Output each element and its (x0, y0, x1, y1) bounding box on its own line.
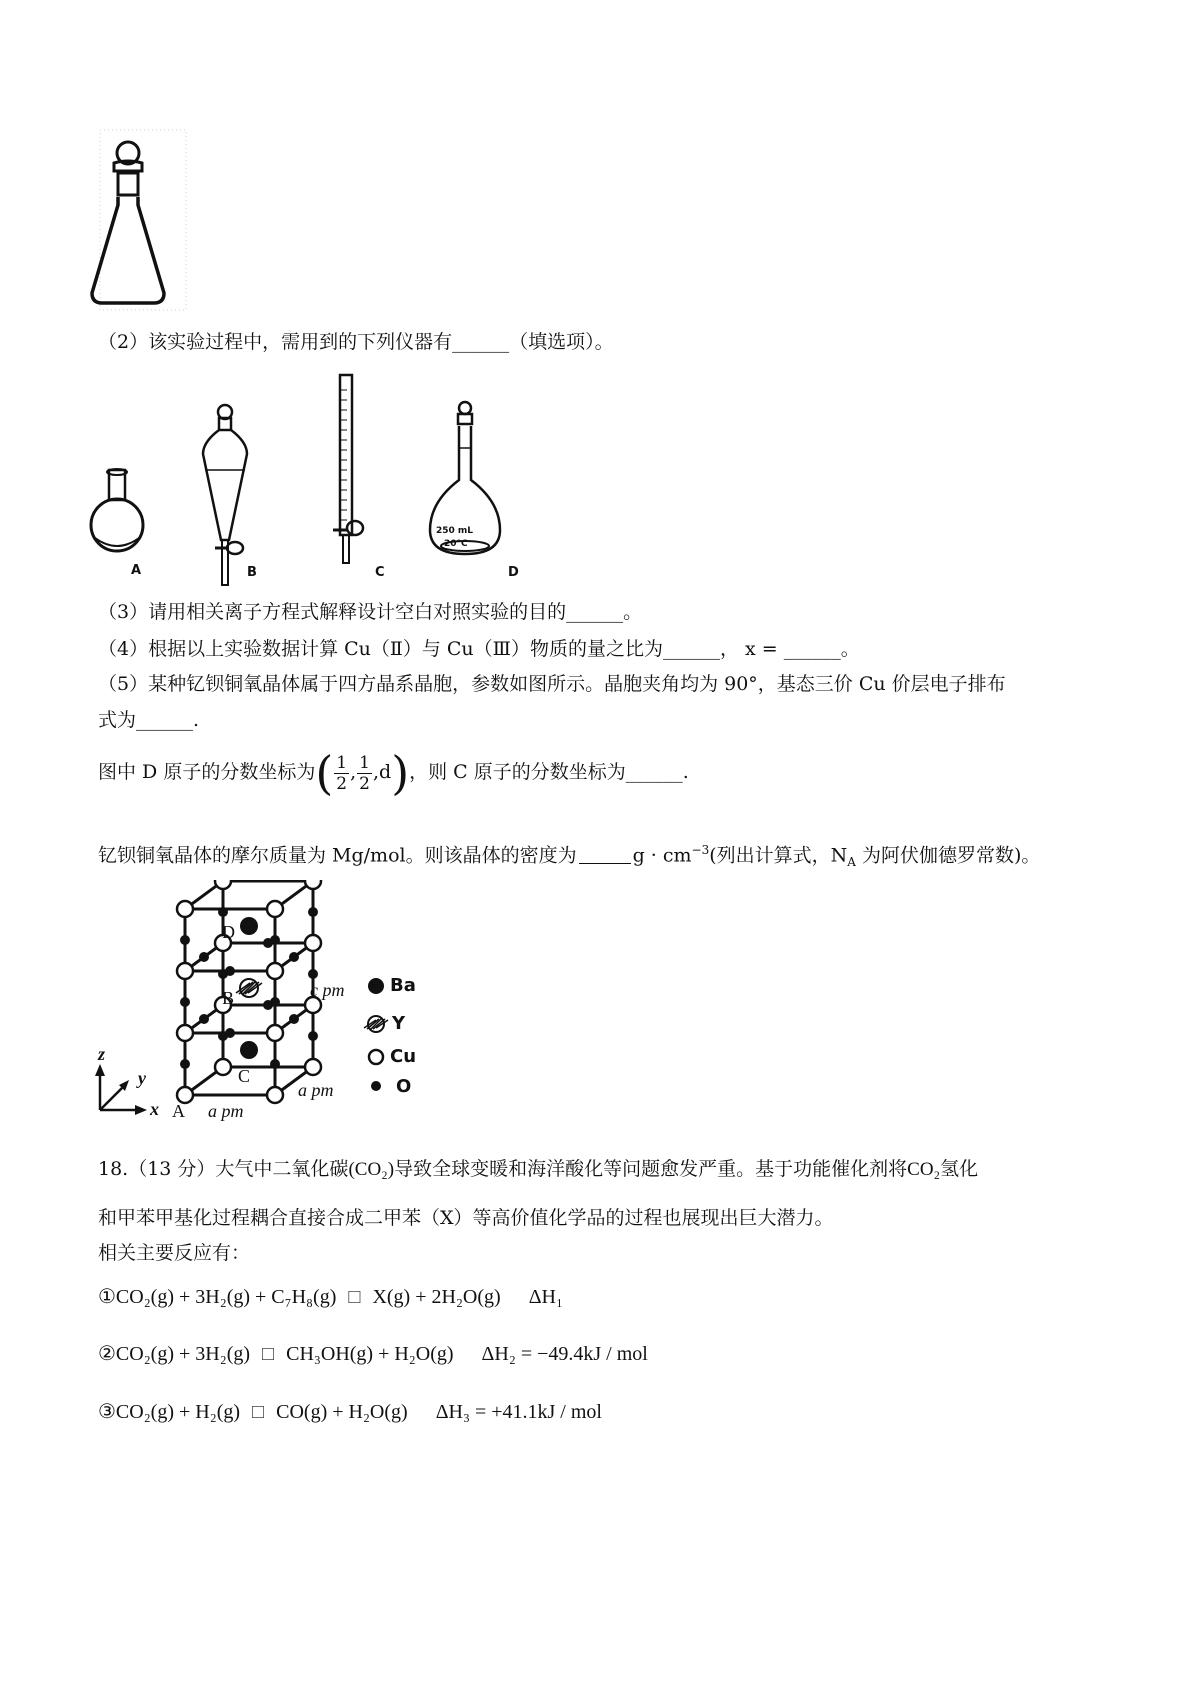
coordinate-line: 图中 D 原子的分数坐标为( $\frac{1}{2}$ , $\frac{1}{2}$ ,d)，则 C 原子的分数坐标为______. (98, 746, 689, 800)
q17-part4: （4）根据以上实验数据计算 Cu（Ⅱ）与 Cu（Ⅲ）物质的量之比为______， x = ______。 (98, 638, 860, 660)
oxygen-atom (263, 1000, 273, 1010)
crystal-label-C: C (238, 1066, 251, 1086)
legend-o: O (396, 1076, 412, 1097)
copper-atom (267, 1087, 283, 1103)
barium-atom (240, 1041, 258, 1059)
copper-atom (267, 1025, 283, 1041)
oxygen-atom (180, 1059, 190, 1069)
q17-part3: （3）请用相关离子方程式解释设计空白对照实验的目的______。 (98, 601, 643, 623)
a-pm-bottom-label: a pm (208, 1101, 244, 1121)
oxygen-atom (225, 966, 235, 976)
copper-atom (177, 1025, 193, 1041)
q18-intro-line2: 和甲苯甲基化过程耦合直接合成二甲苯（X）等高价值化学品的过程也展现出巨大潜力。 (98, 1207, 834, 1229)
a-pm-right-label: a pm (298, 1080, 334, 1100)
legend-ba: Ba (390, 975, 416, 996)
legend-y: Y (392, 1013, 406, 1034)
oxygen-atom (225, 1028, 235, 1038)
flask-volume-text: 250 mL (436, 526, 474, 536)
copper-atom (177, 963, 193, 979)
copper-atom (305, 935, 321, 951)
q17-part5-line2: 式为______. (98, 709, 200, 731)
axis-z-arrow (95, 1064, 105, 1076)
axis-y-label: y (138, 1068, 146, 1088)
oxygen-atom (308, 1031, 318, 1041)
apparatus-figure (85, 370, 545, 590)
q18-intro-line3: 相关主要反应有： (98, 1242, 251, 1264)
label-D: D (508, 565, 519, 580)
oxygen-atom (308, 969, 318, 979)
crystal-label-A: A (172, 1101, 185, 1121)
q17-part5-line1: （5）某种钇钡铜氧晶体属于四方晶系晶胞，参数如图所示。晶胞夹角均为 90°，基态三价 Cu 价层电子排布 (98, 673, 1006, 695)
crystal-label-D: D (222, 922, 235, 942)
barium-atom (240, 917, 258, 935)
stoppered-flask-figure (80, 125, 200, 315)
axis-z-label: z (98, 1044, 106, 1064)
oxygen-atom (218, 907, 228, 917)
copper-atom (215, 1059, 231, 1075)
label-C: C (375, 565, 385, 580)
copper-atom (267, 901, 283, 917)
legend-cu-symbol (369, 1050, 383, 1064)
q18-intro-line1: 18.（13 分）大气中二氧化碳(CO₂)导致全球变暖和海洋酸化等问题愈发严重。基于功能催化剂将CO₂氢化 (98, 1158, 979, 1180)
c-pm-label: c pm (310, 980, 345, 1000)
legend-ba-symbol (368, 978, 384, 994)
oxygen-atom (199, 1014, 209, 1024)
axis-x-label: x (150, 1099, 159, 1119)
reaction-3: ③CO₂(g) + H₂(g) □ CO(g) + H₂O(g) ΔH₃ = +41.1kJ / mol (98, 1401, 602, 1423)
density-line: 钇钡铜氧晶体的摩尔质量为 Mg/mol。则该晶体的密度为 $g \cdot cm^{-3}$(列出计算式，$N_A$ 为阿伏伽德罗常数)。 (98, 843, 1041, 870)
crystal-label-B: B (222, 988, 235, 1008)
axis-y (100, 1085, 125, 1110)
oxygen-atom (289, 952, 299, 962)
fraction-2: $\frac{1}{2}$ (359, 752, 370, 794)
flask-temp-text: 20°C (444, 539, 468, 549)
copper-atom (305, 1059, 321, 1075)
oxygen-atom (270, 1059, 280, 1069)
copper-atom (177, 901, 193, 917)
oxygen-atom (289, 1014, 299, 1024)
oxygen-atom (199, 952, 209, 962)
oxygen-atom (180, 997, 190, 1007)
q17-part2: （2）该实验过程中，需用到的下列仪器有______（填选项）。 (98, 331, 614, 353)
copper-atom (267, 963, 283, 979)
legend-cu: Cu (390, 1046, 417, 1067)
reaction-2: ②CO₂(g) + 3H₂(g) □ CH₃OH(g) + H₂O(g) ΔH₂ = −49.4kJ / mol (98, 1343, 648, 1365)
round-bottom-flask-A (91, 469, 143, 551)
burette-C (333, 375, 363, 563)
oxygen-atom (263, 938, 273, 948)
separatory-funnel-B (203, 405, 247, 585)
oxygen-atom (180, 935, 190, 945)
copper-atom (305, 880, 321, 889)
fraction-1: $\frac{1}{2}$ (336, 752, 348, 794)
label-A: A (131, 563, 142, 578)
axis-x-arrow (135, 1105, 147, 1115)
legend-o-symbol (371, 1081, 381, 1091)
copper-atom (215, 880, 231, 889)
oxygen-atom (308, 907, 318, 917)
reaction-1: ①CO₂(g) + 3H₂(g) + C₇H₈(g) □ X(g) + 2H₂O(g) ΔH₁ (98, 1286, 563, 1308)
label-B: B (247, 565, 257, 580)
